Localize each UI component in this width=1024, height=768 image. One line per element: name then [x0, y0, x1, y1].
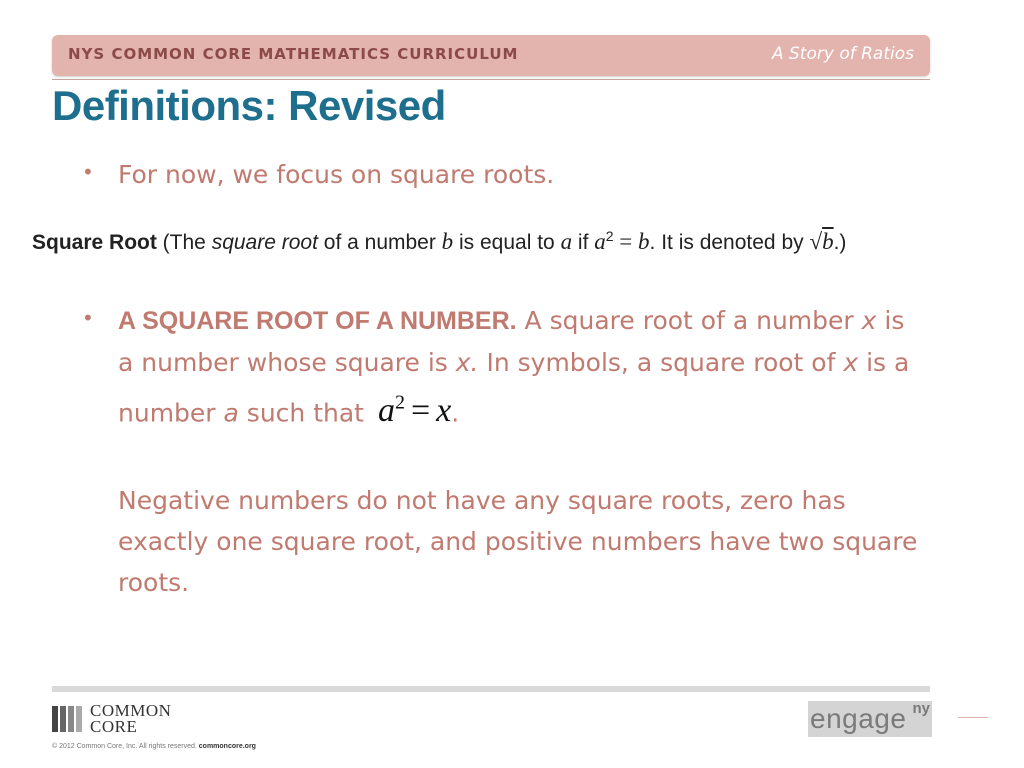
- common-core-bars-icon: [52, 706, 84, 732]
- header-divider: [52, 79, 930, 80]
- negative-numbers-paragraph: Negative numbers do not have any square roots, zero has exactly one square root, and positive numbers have two square roots.: [118, 486, 918, 597]
- slide-title: Definitions: Revised: [52, 82, 446, 129]
- curriculum-label: NYS COMMON CORE MATHEMATICS CURRICULUM: [68, 45, 519, 63]
- bullet-second: A SQUARE ROOT OF A NUMBER. A square root of a number x is a number whose square is x. In symbols, a square root of x is a number a such that $a^2 = x$.: [118, 306, 910, 430]
- bullet-marker: •: [82, 306, 94, 330]
- accent-line: [958, 717, 988, 718]
- module-label: A Story of Ratios: [771, 44, 914, 64]
- definition-term: Square Root: [32, 231, 157, 254]
- sqrt-symbol: √: [809, 229, 823, 254]
- bullet-heading: A SQUARE ROOT OF A NUMBER.: [118, 307, 517, 335]
- header-bar: [52, 35, 930, 76]
- equation: $a^2 = x$: [377, 392, 452, 430]
- bullet-marker: •: [82, 160, 94, 184]
- square-root-definition: Square Root (The square root of a number b is equal to a if $a^2 = b$. It is denoted by √b.): [32, 228, 847, 254]
- commoncore-link[interactable]: commoncore.org: [198, 743, 256, 750]
- footer-divider: [52, 686, 930, 692]
- copyright-notice: © 2012 Common Core, Inc. All rights reserved. commoncore.org: [52, 743, 256, 750]
- bullet-first: For now, we focus on square roots.: [118, 160, 555, 189]
- engageny-logo: engage ny: [808, 701, 932, 737]
